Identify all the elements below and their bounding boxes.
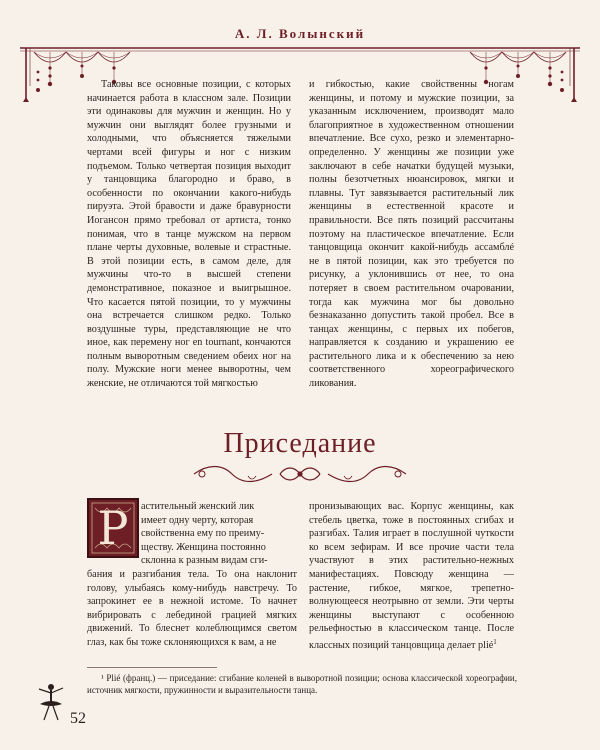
paragraph xyxy=(87,500,297,650)
footnote xyxy=(87,672,517,696)
drop-line: свойственна ему по преиму- xyxy=(141,528,265,540)
text-column-bottom-left xyxy=(87,500,297,650)
footnote-text: ¹ Plié (франц.) — приседание: сгибание коленей в выворотной позиции; основа классической хореографии, источник мягкости, пружинности и выразительности танца. xyxy=(87,673,517,695)
text-column-top-right xyxy=(309,78,514,391)
drop-cap-letter: Р xyxy=(97,501,129,555)
drop-line: ществу. Женщина постоянно xyxy=(141,541,266,553)
section-ornament xyxy=(188,462,412,488)
paragraph: Таковы все основные позиции, с которых начинается работа в классном зале. Позиции эти одинаковы для мужчин и женщин. Но у мужчин они выглядят более грузными и холодными, что объясняется тяжелыми чертами всей фигуры и ног с низким подъемом. Только четвертая позиция выходит у танцовщика благородно и браво, в особенности по окончании какого-нибудь пируэта. Этой бравости и даже бравурности Иогансон прямо требовал от артиста, тонко понимая, что в танце мужском на первом плане черты духовные, волевые и страстные. В этой позиции есть, в самом деле, для мужчины что-то в высшей степени демонстративное, показное и выигрышное. Что касается пятой позиции, то у мужчины она встречается слишком редко. Только воздушные туры, представляющие не что иное, как перемену ног en tournant, кончаются полным выворотным сведением обеих ног на полу. Мужские ноги менее выворотны, чем женские, не отличаются той мягкостью xyxy=(87,79,291,390)
drop-line: астительный женский лик xyxy=(141,501,255,512)
text-column-bottom-right xyxy=(309,500,514,653)
running-head: А. Л. Волынский xyxy=(234,26,366,41)
paragraph-text: пронизывающих вас. Корпус женщины, как стебель цветка, тоже в постоянных сгибах и разгибах. Талия играет в послушной чуткости ко всем зефирам. И все прочие части тела участвуют в этих растительно-нежных манифестациях. Повсюду женщина — растение, гибкое, мягкое, трепетно-волнующееся неотрывно от земли. Эти черты женщины выступают с особенною рельефностью в классическом танце. После классных позиций танцовщица делает plié xyxy=(309,501,514,651)
paragraph xyxy=(309,500,514,653)
footnote-rule xyxy=(87,667,217,668)
drop-line: склонна к разным видам сги- xyxy=(141,555,268,567)
ballerina-vignette xyxy=(34,680,68,724)
drop-line: имеет одну черту, которая xyxy=(141,514,254,526)
section-title: Приседание xyxy=(223,428,377,459)
paragraph-rest: бания и разгибания тела. То она наклонит голову, улыбаясь кому-нибудь навстречу. То запрокинет ее в нежной истоме. То начнет вибрировать с лебединой грацией мягких движений. То блеснет колеблющимся светом глаз, как бы тоже склоняющихся к вам, а не xyxy=(87,568,297,648)
paragraph: и гибкостью, какие свойственны ногам женщины, и потому и мужские позиции, за указанным исключением, производят мало благоприятное в художественном отношении впечатление. Все сухо, резко и элементарно-определенно. У женщины же позиции уже заключают в себе начатки будущей музыки, полны безотчетных нюансировок, мягки и плавны. Тут завязывается растительный лик женщины в естественной красоте и правильности. Все пять позиций рассчитаны поэтому на пластическое впечатление. Если танцовщица окончит какой-нибудь ассамблé не в пятой позиции, как это требуется по рисунку, а уклонившись от нее, то она потеряет в своем растительном очаровании, тогда как мужчина мог бы довольно безнаказанно допустить такой пробел. Все в танцах женщины, с первых их побегов, направляется к созданию и украшению ее растительного лика и к обеспечению за нею соответственного хореографического ликования. xyxy=(309,79,514,390)
page-number: 52 xyxy=(70,710,86,727)
footnote-marker[interactable]: 1 xyxy=(493,637,497,646)
text-column-top-left xyxy=(87,78,291,391)
